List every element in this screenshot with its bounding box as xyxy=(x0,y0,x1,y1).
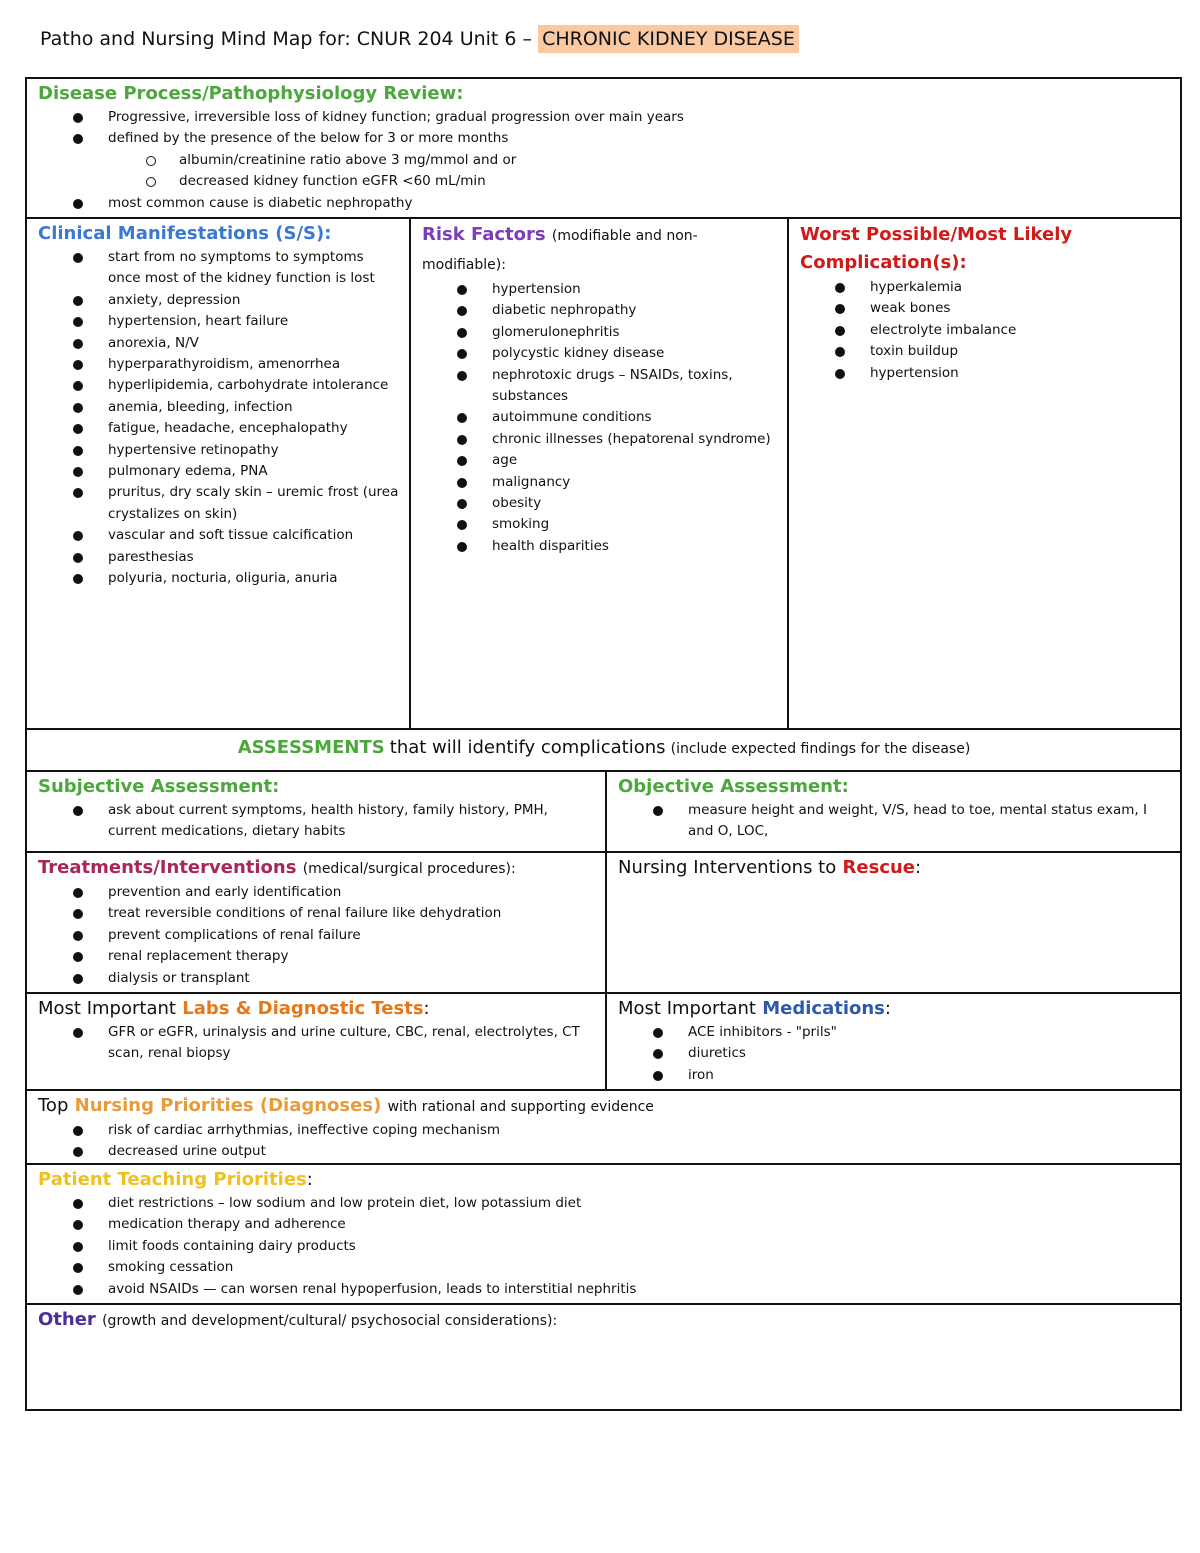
objective-list xyxy=(618,800,1170,843)
treatments-heading-title: Treatments/Interventions xyxy=(38,857,297,878)
list-item: polyuria, nocturia, oliguria, anuria xyxy=(38,568,399,589)
row-disease-process xyxy=(27,79,1180,217)
disease-process-list xyxy=(38,107,1170,214)
list-item: electrolyte imbalance xyxy=(800,320,1170,341)
rescue-heading: Nursing Interventions to Rescue: xyxy=(618,857,922,878)
other-heading xyxy=(38,1307,1170,1334)
teaching-section xyxy=(27,1165,1180,1303)
assessments-heading-title: ASSESSMENTS xyxy=(237,737,385,758)
list-item: hypertensive retinopathy xyxy=(38,440,399,461)
medications-list xyxy=(618,1022,1170,1086)
complications-list xyxy=(800,277,1170,384)
labs-section xyxy=(27,994,605,1089)
row-treatments-rescue xyxy=(27,851,1180,992)
list-item: diet restrictions – low sodium and low protein diet, low potassium diet xyxy=(38,1193,1170,1214)
risk-factors-section xyxy=(409,219,787,728)
risk-heading-title: Risk Factors xyxy=(422,224,546,245)
list-item: health disparities xyxy=(422,536,777,557)
disease-process-section xyxy=(27,79,1180,217)
list-item: hypertension xyxy=(800,363,1170,384)
mind-map-grid xyxy=(25,77,1182,1411)
list-item: hyperlipidemia, carbohydrate intolerance xyxy=(38,375,399,396)
list-item: measure height and weight, V/S, head to toe, mental status exam, I and O, LOC, xyxy=(618,800,1170,843)
list-item: age xyxy=(422,450,777,471)
row-labs-medications xyxy=(27,992,1180,1089)
other-section xyxy=(27,1305,1180,1409)
subjective-list xyxy=(38,800,595,843)
list-item: medication therapy and adherence xyxy=(38,1214,1170,1235)
treatments-heading xyxy=(38,855,595,882)
list-item: weak bones xyxy=(800,298,1170,319)
list-item: hyperkalemia xyxy=(800,277,1170,298)
medications-heading: Most Important Medications: xyxy=(618,998,891,1019)
title-highlight: CHRONIC KIDNEY DISEASE xyxy=(538,25,799,53)
sub-list-item: albumin/creatinine ratio above 3 mg/mmol and or xyxy=(38,150,1170,171)
list-item: diuretics xyxy=(618,1043,1170,1064)
assessments-heading xyxy=(27,730,1180,770)
priorities-section xyxy=(27,1091,1180,1163)
list-item: iron xyxy=(618,1065,1170,1086)
clinical-manifestations-section xyxy=(27,219,409,728)
list-item: smoking cessation xyxy=(38,1257,1170,1278)
complications-heading: Worst Possible/Most Likely Complication(s): xyxy=(800,224,1073,273)
subjective-heading: Subjective Assessment: xyxy=(38,776,280,797)
list-item: anemia, bleeding, infection xyxy=(38,397,399,418)
assessments-heading-plain: that will identify complications xyxy=(389,737,666,758)
list-item: most common cause is diabetic nephropathy xyxy=(38,193,1170,214)
title-prefix: Patho and Nursing Mind Map for: CNUR 204 Unit 6 – xyxy=(40,28,533,50)
list-item: vascular and soft tissue calcification xyxy=(38,525,399,546)
list-item: renal replacement therapy xyxy=(38,946,595,967)
labs-heading-title: Labs & Diagnostic Tests xyxy=(182,998,424,1019)
row-priorities xyxy=(27,1089,1180,1163)
list-item: malignancy xyxy=(422,472,777,493)
list-item: pruritus, dry scaly skin – uremic frost (urea crystalizes on skin) xyxy=(38,482,399,525)
list-item: paresthesias xyxy=(38,547,399,568)
list-item: fatigue, headache, encephalopathy xyxy=(38,418,399,439)
priorities-heading xyxy=(38,1093,1170,1120)
treatments-section xyxy=(27,853,605,992)
priorities-list xyxy=(38,1120,1170,1163)
list-item: hyperparathyroidism, amenorrhea xyxy=(38,354,399,375)
medications-heading-plain: Most Important xyxy=(618,998,756,1019)
objective-section xyxy=(605,772,1180,851)
clinical-heading: Clinical Manifestations (S/S): xyxy=(38,223,332,244)
list-item: decreased urine output xyxy=(38,1141,1170,1162)
list-item: obesity xyxy=(422,493,777,514)
row-three-columns xyxy=(27,217,1180,728)
page-title xyxy=(40,28,799,50)
list-item: glomerulonephritis xyxy=(422,322,777,343)
list-item: anxiety, depression xyxy=(38,290,399,311)
list-item: polycystic kidney disease xyxy=(422,343,777,364)
row-teaching xyxy=(27,1163,1180,1303)
teaching-heading: Patient Teaching Priorities: xyxy=(38,1169,313,1190)
labs-heading-plain: Most Important xyxy=(38,998,176,1019)
priorities-heading-plain: Top xyxy=(38,1095,69,1116)
rescue-heading-plain: Nursing Interventions to xyxy=(618,857,837,878)
teaching-heading-title: Patient Teaching Priorities xyxy=(38,1169,307,1190)
list-item: prevention and early identification xyxy=(38,882,595,903)
rescue-section xyxy=(605,853,1180,992)
disease-process-heading: Disease Process/Pathophysiology Review: xyxy=(38,83,464,104)
rescue-heading-title: Rescue xyxy=(842,857,916,878)
risk-heading xyxy=(422,221,777,279)
list-item: limit foods containing dairy products xyxy=(38,1236,1170,1257)
assessments-heading-note: (include expected findings for the disease) xyxy=(670,741,971,757)
list-item: chronic illnesses (hepatorenal syndrome) xyxy=(422,429,777,450)
complications-section xyxy=(787,219,1180,728)
list-item: toxin buildup xyxy=(800,341,1170,362)
list-item: prevent complications of renal failure xyxy=(38,925,595,946)
list-item: hypertension, heart failure xyxy=(38,311,399,332)
list-item: anorexia, N/V xyxy=(38,333,399,354)
list-item: hypertension xyxy=(422,279,777,300)
labs-heading: Most Important Labs & Diagnostic Tests: xyxy=(38,998,430,1019)
row-other xyxy=(27,1303,1180,1409)
list-item: autoimmune conditions xyxy=(422,407,777,428)
priorities-heading-title: Nursing Priorities (Diagnoses) xyxy=(74,1095,382,1116)
list-item: Progressive, irreversible loss of kidney function; gradual progression over main years xyxy=(38,107,1170,128)
other-heading-note: (growth and development/cultural/ psychosocial considerations): xyxy=(102,1313,558,1329)
row-subjective-objective xyxy=(27,770,1180,851)
list-item: defined by the presence of the below for 3 or more months xyxy=(38,128,1170,149)
row-assessments xyxy=(27,728,1180,770)
other-heading-title: Other xyxy=(38,1309,96,1330)
labs-list xyxy=(38,1022,595,1065)
list-item: avoid NSAIDs — can worsen renal hypoperfusion, leads to interstitial nephritis xyxy=(38,1279,1170,1300)
list-item: diabetic nephropathy xyxy=(422,300,777,321)
treatments-list xyxy=(38,882,595,989)
list-item: pulmonary edema, PNA xyxy=(38,461,399,482)
teaching-list xyxy=(38,1193,1170,1300)
list-item: ask about current symptoms, health history, family history, PMH, current medications, dietary habits xyxy=(38,800,595,843)
clinical-list xyxy=(38,247,399,590)
list-item: smoking xyxy=(422,514,777,535)
list-item: start from no symptoms to symptoms once most of the kidney function is lost xyxy=(38,247,399,290)
objective-heading: Objective Assessment: xyxy=(618,776,849,797)
list-item: ACE inhibitors - "prils" xyxy=(618,1022,1170,1043)
list-item: treat reversible conditions of renal failure like dehydration xyxy=(38,903,595,924)
list-item: GFR or eGFR, urinalysis and urine culture, CBC, renal, electrolytes, CT scan, renal biopsy xyxy=(38,1022,595,1065)
risk-heading-note: (modifiable and non-modifiable): xyxy=(422,228,698,273)
list-item: dialysis or transplant xyxy=(38,968,595,989)
sub-list-item: decreased kidney function eGFR <60 mL/min xyxy=(38,171,1170,192)
priorities-heading-note: with rational and supporting evidence xyxy=(387,1099,654,1115)
medications-section xyxy=(605,994,1180,1089)
medications-heading-title: Medications xyxy=(762,998,885,1019)
list-item: nephrotoxic drugs – NSAIDs, toxins, substances xyxy=(422,365,777,408)
risk-list xyxy=(422,279,777,557)
treatments-heading-note: (medical/surgical procedures): xyxy=(302,861,516,877)
list-item: risk of cardiac arrhythmias, ineffective coping mechanism xyxy=(38,1120,1170,1141)
subjective-section xyxy=(27,772,605,851)
